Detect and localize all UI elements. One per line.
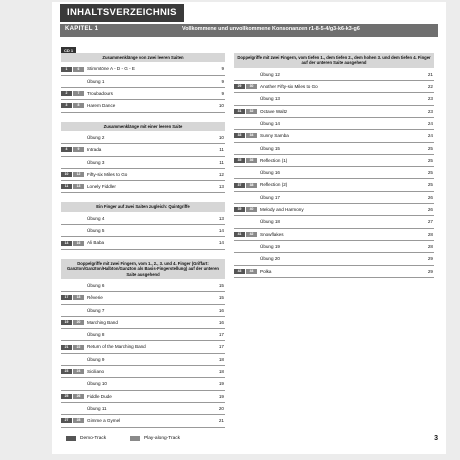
toc-row bbox=[234, 81, 434, 93]
piece-title: Marching Band bbox=[87, 319, 118, 325]
toc-row bbox=[234, 253, 434, 265]
toc-row bbox=[61, 378, 225, 390]
demo-track-number: 43 bbox=[234, 269, 245, 274]
toc-row bbox=[61, 329, 225, 341]
toc-row bbox=[61, 305, 225, 317]
page-ref: 17 bbox=[218, 332, 224, 338]
play-along-track-number: 30 bbox=[246, 84, 257, 89]
play-along-track-number: 22 bbox=[73, 345, 84, 350]
toc-row bbox=[61, 391, 225, 403]
toc-row bbox=[61, 157, 225, 169]
piece-title: Ali Baba bbox=[87, 240, 105, 246]
demo-track-number: 19 bbox=[61, 320, 72, 325]
toc-row bbox=[234, 192, 434, 204]
toc-row bbox=[234, 118, 434, 130]
page-ref: 12 bbox=[218, 171, 224, 177]
demo-track-number: 3 bbox=[61, 103, 72, 108]
page-ref: 25 bbox=[427, 157, 433, 163]
play-along-track-number: 12 bbox=[73, 172, 84, 177]
piece-title: Gimme a Gymel bbox=[87, 418, 121, 424]
demo-track-number: 2 bbox=[61, 91, 72, 96]
piece-title: Übung 12 bbox=[260, 71, 280, 77]
toc-row bbox=[61, 403, 225, 415]
piece-title: Intrada bbox=[87, 147, 102, 153]
piece-title: Übung 13 bbox=[260, 96, 280, 102]
toc-right-column bbox=[234, 53, 434, 278]
toc-row bbox=[234, 229, 434, 241]
page-ref: 25 bbox=[427, 170, 433, 176]
piece-title: Übung 1 bbox=[87, 78, 105, 84]
section-heading: Ein Finger auf zwei Saiten zugleich: Quintgriffe bbox=[61, 202, 225, 211]
cd-badge: CD 1 bbox=[61, 47, 76, 54]
toc-row bbox=[61, 144, 225, 156]
play-along-label: Play-along-Track bbox=[144, 436, 181, 441]
demo-track-number: 11 bbox=[61, 184, 72, 189]
page-ref: 25 bbox=[427, 182, 433, 188]
piece-title: Harem Dance bbox=[87, 103, 116, 109]
page-ref: 23 bbox=[427, 108, 433, 114]
toc-row bbox=[61, 181, 225, 193]
toc-row bbox=[61, 213, 225, 225]
piece-title: Übung 11 bbox=[87, 405, 107, 411]
section-heading: Zusammenklänge von zwei leeren Saiten bbox=[61, 53, 225, 62]
demo-track-number: 4 bbox=[61, 147, 72, 152]
page-ref: 10 bbox=[218, 135, 224, 140]
toc-row bbox=[61, 280, 225, 292]
piece-title: Rêverie bbox=[87, 295, 103, 301]
piece-title: Übung 15 bbox=[260, 145, 280, 151]
demo-track-number: 17 bbox=[61, 295, 72, 300]
demo-track-swatch bbox=[66, 436, 76, 441]
demo-track-number: 10 bbox=[61, 172, 72, 177]
demo-track-number: 29 bbox=[234, 84, 245, 89]
page-ref: 9 bbox=[221, 66, 224, 72]
piece-title: Übung 10 bbox=[87, 381, 107, 387]
piece-title: Übung 9 bbox=[87, 356, 105, 362]
play-along-track-number: 32 bbox=[246, 109, 257, 114]
demo-track-number: 31 bbox=[234, 109, 245, 114]
piece-title: Lonely Fiddler bbox=[87, 184, 116, 190]
piece-title: Übung 16 bbox=[260, 170, 280, 176]
toc-row bbox=[61, 63, 225, 75]
piece-title: Übung 5 bbox=[87, 228, 105, 234]
page-ref: 27 bbox=[427, 219, 433, 225]
play-along-swatch bbox=[130, 436, 140, 441]
piece-title: Snowflakes bbox=[260, 231, 284, 237]
toc-row bbox=[61, 169, 225, 181]
play-along-track-number: 6 bbox=[73, 67, 84, 72]
toc-row bbox=[61, 317, 225, 329]
page-ref: 15 bbox=[218, 283, 224, 288]
play-along-track-number: 9 bbox=[73, 147, 84, 152]
play-along-track-number: 40 bbox=[246, 207, 257, 212]
toc-row bbox=[61, 237, 225, 249]
demo-track-number: 23 bbox=[61, 369, 72, 374]
page-ref: 16 bbox=[218, 307, 224, 313]
piece-title: Übung 18 bbox=[260, 219, 280, 225]
piece-title: Übung 2 bbox=[87, 135, 105, 140]
demo-track-number: 39 bbox=[234, 207, 245, 212]
toc-row bbox=[234, 241, 434, 253]
page-number: 3 bbox=[434, 435, 438, 442]
page-ref: 25 bbox=[427, 145, 433, 151]
piece-title: Übung 3 bbox=[87, 159, 105, 165]
toc-row bbox=[234, 216, 434, 228]
toc-row bbox=[61, 132, 225, 144]
page-ref: 22 bbox=[427, 84, 433, 90]
toc-row bbox=[234, 130, 434, 142]
section-heading: Doppelgriffe mit zwei Fingern, vom 1., 2., 3. und 4. Finger (Griffart: Ganzton/Ganzton/Halbton/Ganzton als Basis-Fingerstellung) auf der unteren Saite ausgehend bbox=[61, 259, 225, 279]
page-ref: 16 bbox=[218, 319, 224, 325]
piece-title: Return of the Marching Band bbox=[87, 344, 146, 350]
book-page bbox=[52, 2, 446, 454]
section-heading: Zusammenklänge mit einer leeren Saite bbox=[61, 122, 225, 131]
play-along-track-number: 8 bbox=[73, 103, 84, 108]
demo-track-number: 33 bbox=[234, 133, 245, 138]
play-along-track-number: 44 bbox=[246, 269, 257, 274]
toc-row bbox=[234, 155, 434, 167]
page-ref: 13 bbox=[218, 215, 224, 221]
piece-title: Übung 7 bbox=[87, 307, 105, 313]
page-ref: 21 bbox=[218, 418, 224, 424]
page-ref: 17 bbox=[218, 344, 224, 350]
toc-left-column bbox=[61, 53, 225, 428]
chapter-label: KAPITEL 1 bbox=[65, 26, 99, 32]
section-heading: Doppelgriffe mit zwei Fingern, vom tiefen 1., dem tiefen 2., dem hohen 3. und dem tiefen 4. Finger auf der unteren Saite ausgehend bbox=[234, 53, 434, 68]
page-ref: 28 bbox=[427, 231, 433, 237]
toc-row bbox=[61, 225, 225, 237]
play-along-track-number: 38 bbox=[246, 183, 257, 188]
page-ref: 28 bbox=[427, 243, 433, 249]
piece-title: Stimmtöne A - D - G - E bbox=[87, 66, 135, 72]
piece-title: Übung 6 bbox=[87, 283, 105, 288]
page-ref: 24 bbox=[427, 133, 433, 139]
page-ref: 24 bbox=[427, 121, 433, 126]
piece-title: Octave Waltz bbox=[260, 108, 288, 114]
toc-row bbox=[234, 93, 434, 105]
toc-row bbox=[61, 354, 225, 366]
play-along-track-number: 20 bbox=[73, 320, 84, 325]
piece-title: Übung 19 bbox=[260, 243, 280, 249]
page-ref: 11 bbox=[219, 159, 224, 165]
demo-track-number: 41 bbox=[234, 232, 245, 237]
page-ref: 21 bbox=[427, 71, 433, 77]
page-ref: 26 bbox=[427, 207, 433, 213]
piece-title: Übung 20 bbox=[260, 256, 280, 262]
toc-row bbox=[61, 76, 225, 88]
demo-track-number: 21 bbox=[61, 345, 72, 350]
piece-title: Übung 17 bbox=[260, 194, 280, 200]
play-along-track-number: 16 bbox=[73, 241, 84, 246]
piece-title: Troubadours bbox=[87, 91, 113, 96]
piece-title: Übung 8 bbox=[87, 332, 105, 338]
page-ref: 14 bbox=[218, 228, 224, 234]
page-ref: 14 bbox=[218, 240, 224, 246]
play-along-track-number: 18 bbox=[73, 295, 84, 300]
page-ref: 29 bbox=[427, 256, 433, 262]
piece-title: Übung 4 bbox=[87, 215, 105, 221]
demo-track-number: 1 bbox=[61, 67, 72, 72]
piece-title: Fifty-six Miles to Go bbox=[87, 171, 128, 177]
piece-title: Reflection (2) bbox=[260, 182, 288, 188]
page-ref: 9 bbox=[221, 91, 224, 96]
piece-title: Another Fifty-six Miles to Go bbox=[260, 84, 318, 90]
play-along-track-number: 7 bbox=[73, 91, 84, 96]
piece-title: Melody and Harmony bbox=[260, 207, 304, 213]
play-along-track-number: 36 bbox=[246, 158, 257, 163]
toc-row bbox=[61, 88, 225, 100]
demo-track-number: 27 bbox=[61, 418, 72, 423]
demo-track-number: 35 bbox=[234, 158, 245, 163]
play-along-track-number: 34 bbox=[246, 133, 257, 138]
page-ref: 26 bbox=[427, 194, 433, 200]
play-along-track-number: 28 bbox=[73, 418, 84, 423]
page-ref: 18 bbox=[218, 369, 224, 375]
toc-row bbox=[61, 292, 225, 304]
piece-title: Polka bbox=[260, 268, 272, 274]
page-title: INHALTSVERZEICHNIS bbox=[60, 4, 184, 22]
play-along-track-number: 13 bbox=[73, 184, 84, 189]
piece-title: Sunny Samba bbox=[260, 133, 289, 139]
play-along-track-number: 42 bbox=[246, 232, 257, 237]
page-ref: 11 bbox=[219, 147, 224, 153]
piece-title: Siciliano bbox=[87, 369, 105, 375]
chapter-bar bbox=[60, 24, 438, 37]
chapter-title: Vollkommene und unvollkommene Konsonanzen r1-8-5-4/g3-k6-k3-g6 bbox=[182, 26, 360, 32]
toc-row bbox=[61, 100, 225, 112]
page-ref: 10 bbox=[218, 103, 224, 109]
toc-row bbox=[234, 69, 434, 81]
toc-row bbox=[234, 204, 434, 216]
page-ref: 23 bbox=[427, 96, 433, 102]
play-along-track-number: 26 bbox=[73, 394, 84, 399]
piece-title: Übung 14 bbox=[260, 121, 280, 126]
piece-title: Fiddle Dude bbox=[87, 393, 112, 399]
toc-row bbox=[234, 106, 434, 118]
demo-track-number: 14 bbox=[61, 241, 72, 246]
toc-row bbox=[234, 266, 434, 278]
toc-row bbox=[234, 143, 434, 155]
page-ref: 20 bbox=[218, 405, 224, 411]
page-ref: 9 bbox=[221, 78, 224, 84]
page-ref: 18 bbox=[218, 356, 224, 362]
page-ref: 19 bbox=[218, 393, 224, 399]
demo-track-number: 37 bbox=[234, 183, 245, 188]
page-ref: 13 bbox=[218, 184, 224, 190]
toc-row bbox=[61, 366, 225, 378]
toc-row bbox=[61, 341, 225, 353]
play-along-track-number: 24 bbox=[73, 369, 84, 374]
demo-track-label: Demo-Track bbox=[80, 436, 107, 441]
demo-track-number: 25 bbox=[61, 394, 72, 399]
toc-row bbox=[61, 415, 225, 427]
toc-row bbox=[234, 167, 434, 179]
page-ref: 15 bbox=[218, 295, 224, 301]
toc-row bbox=[234, 179, 434, 191]
page-ref: 29 bbox=[427, 268, 433, 274]
page-ref: 19 bbox=[218, 381, 224, 387]
piece-title: Reflection (1) bbox=[260, 157, 288, 163]
